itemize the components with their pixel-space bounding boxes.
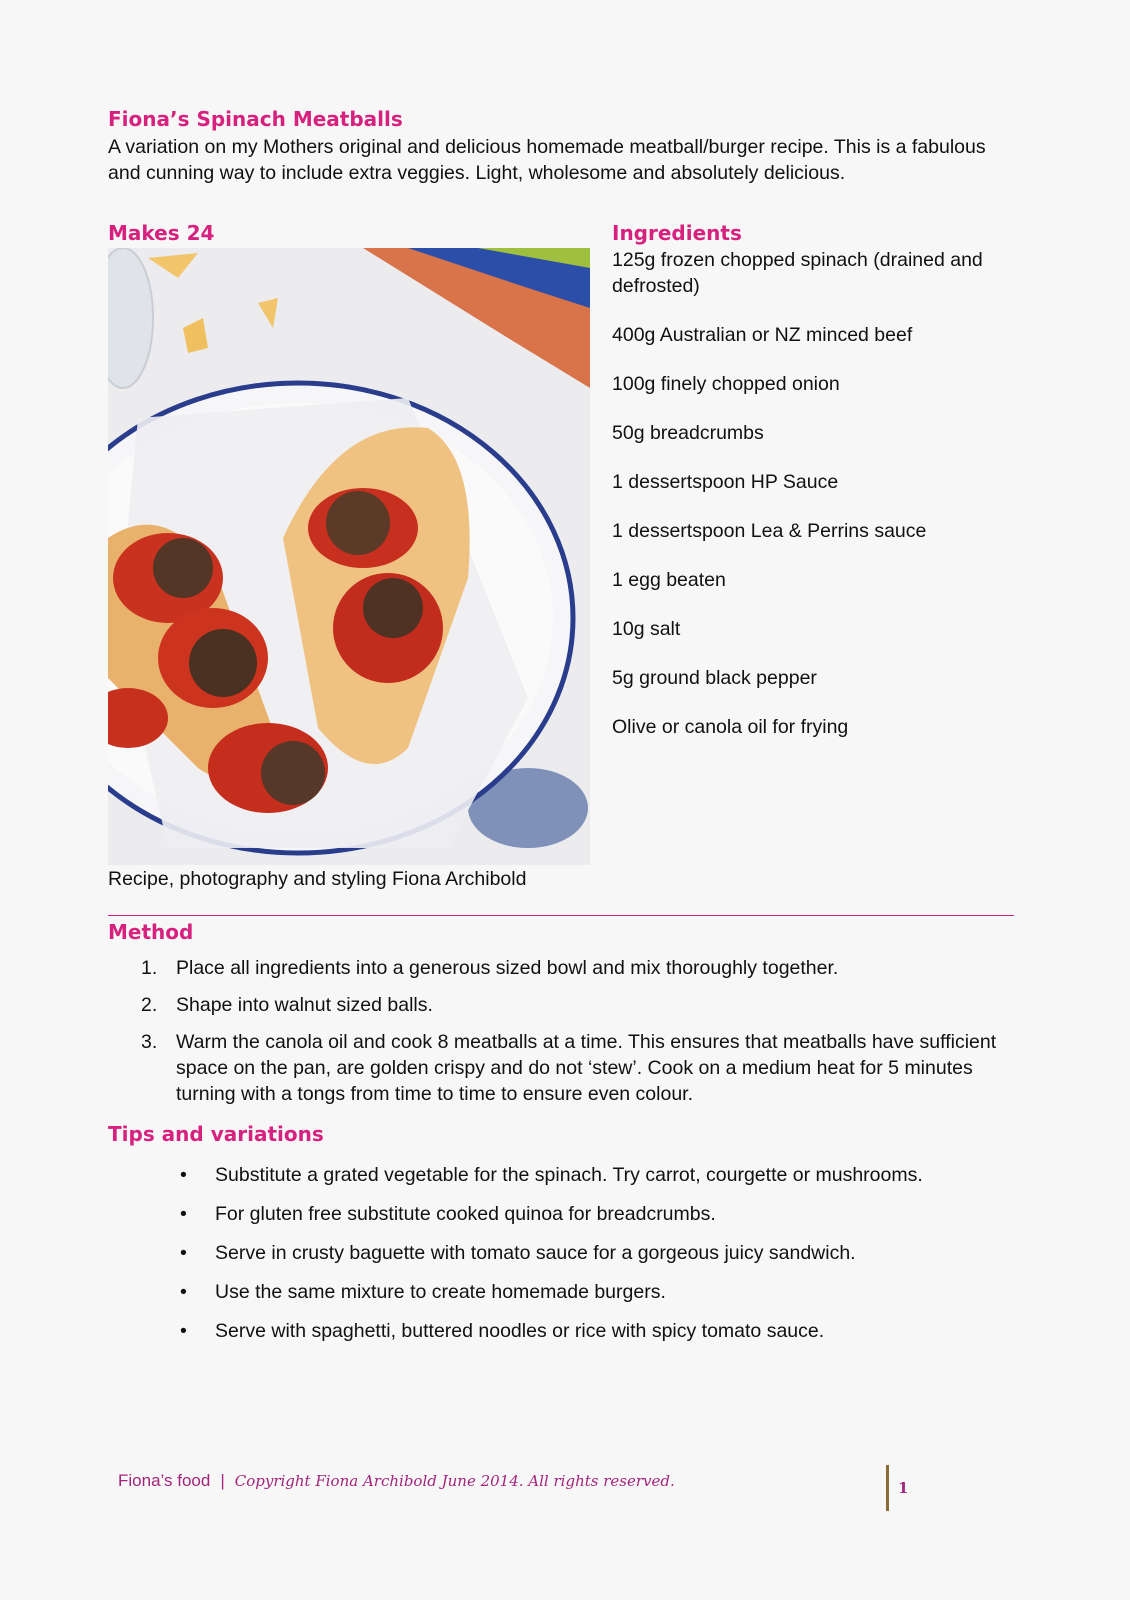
ingredient-item: 50g breadcrumbs [612,422,764,444]
page-number: 1 [898,1479,909,1497]
footer-separator: | [220,1471,225,1490]
step-text: Place all ingredients into a generous sized bowl and mix thoroughly together. [176,957,839,979]
method-step [108,955,1008,981]
tip-item [108,1279,1008,1305]
tip-item [108,1201,1008,1227]
makes-count: Makes 24 [108,221,215,245]
tips-heading: Tips and variations [108,1122,324,1146]
method-step [108,992,1008,1018]
method-step [108,1029,1008,1107]
bullet-icon: • [180,1320,187,1342]
bullet-icon: • [180,1164,187,1186]
bullet-icon: • [180,1203,187,1225]
footer-site-name: Fiona’s food [118,1471,211,1490]
tip-text: Use the same mixture to create homemade burgers. [215,1281,666,1303]
method-list [108,955,1008,1118]
footer-copyright: Copyright Fiona Archibold June 2014. All rights reserved. [234,1472,675,1490]
recipe-title: Fiona’s Spinach Meatballs [108,107,403,131]
tip-item [108,1318,1008,1344]
step-number: 2. [141,994,158,1016]
tip-item [108,1240,1008,1266]
footer [118,1470,675,1492]
recipe-intro: A variation on my Mothers original and delicious homemade meatball/burger recipe. This is a fabulous and cunning way to include extra veggies. Light, wholesome and absolutely delicious. [108,136,986,184]
meatball-sandwich-photo [108,248,590,865]
ingredient-item: 5g ground black pepper [612,667,817,689]
ingredient-list [612,247,1022,763]
tip-item [108,1162,1008,1188]
tip-text: Serve in crusty baguette with tomato sauce for a gorgeous juicy sandwich. [215,1242,856,1264]
tips-list [108,1162,1008,1357]
step-text: Shape into walnut sized balls. [176,994,433,1016]
bullet-icon: • [180,1242,187,1264]
ingredient-item: 1 dessertspoon Lea & Perrins sauce [612,520,927,542]
bullet-icon: • [180,1281,187,1303]
ingredient-item: 10g salt [612,618,681,640]
method-heading: Method [108,920,194,944]
ingredient-item: 1 dessertspoon HP Sauce [612,471,839,493]
step-text: Warm the canola oil and cook 8 meatballs at a time. This ensures that meatballs have sufficient space on the pan, are golden crispy and do not ‘stew’. Cook on a medium heat for 5 minutes turning with a tongs from time to time to ensure even colour. [176,1031,997,1105]
step-number: 3. [141,1031,158,1053]
ingredients-heading: Ingredients [612,221,742,245]
ingredient-item: 400g Australian or NZ minced beef [612,324,913,346]
photo-caption: Recipe, photography and styling Fiona Archibold [108,868,527,890]
tip-text: Serve with spaghetti, buttered noodles or rice with spicy tomato sauce. [215,1320,825,1342]
section-divider [108,915,1014,916]
step-number: 1. [141,957,158,979]
ingredient-item: Olive or canola oil for frying [612,716,849,738]
ingredient-item: 1 egg beaten [612,569,726,591]
ingredient-item: 100g finely chopped onion [612,373,840,395]
footer-page-bar [886,1465,889,1511]
ingredient-item: 125g frozen chopped spinach (drained and defrosted) [612,249,983,297]
tip-text: Substitute a grated vegetable for the spinach. Try carrot, courgette or mushrooms. [215,1164,923,1186]
tip-text: For gluten free substitute cooked quinoa for breadcrumbs. [215,1203,716,1225]
